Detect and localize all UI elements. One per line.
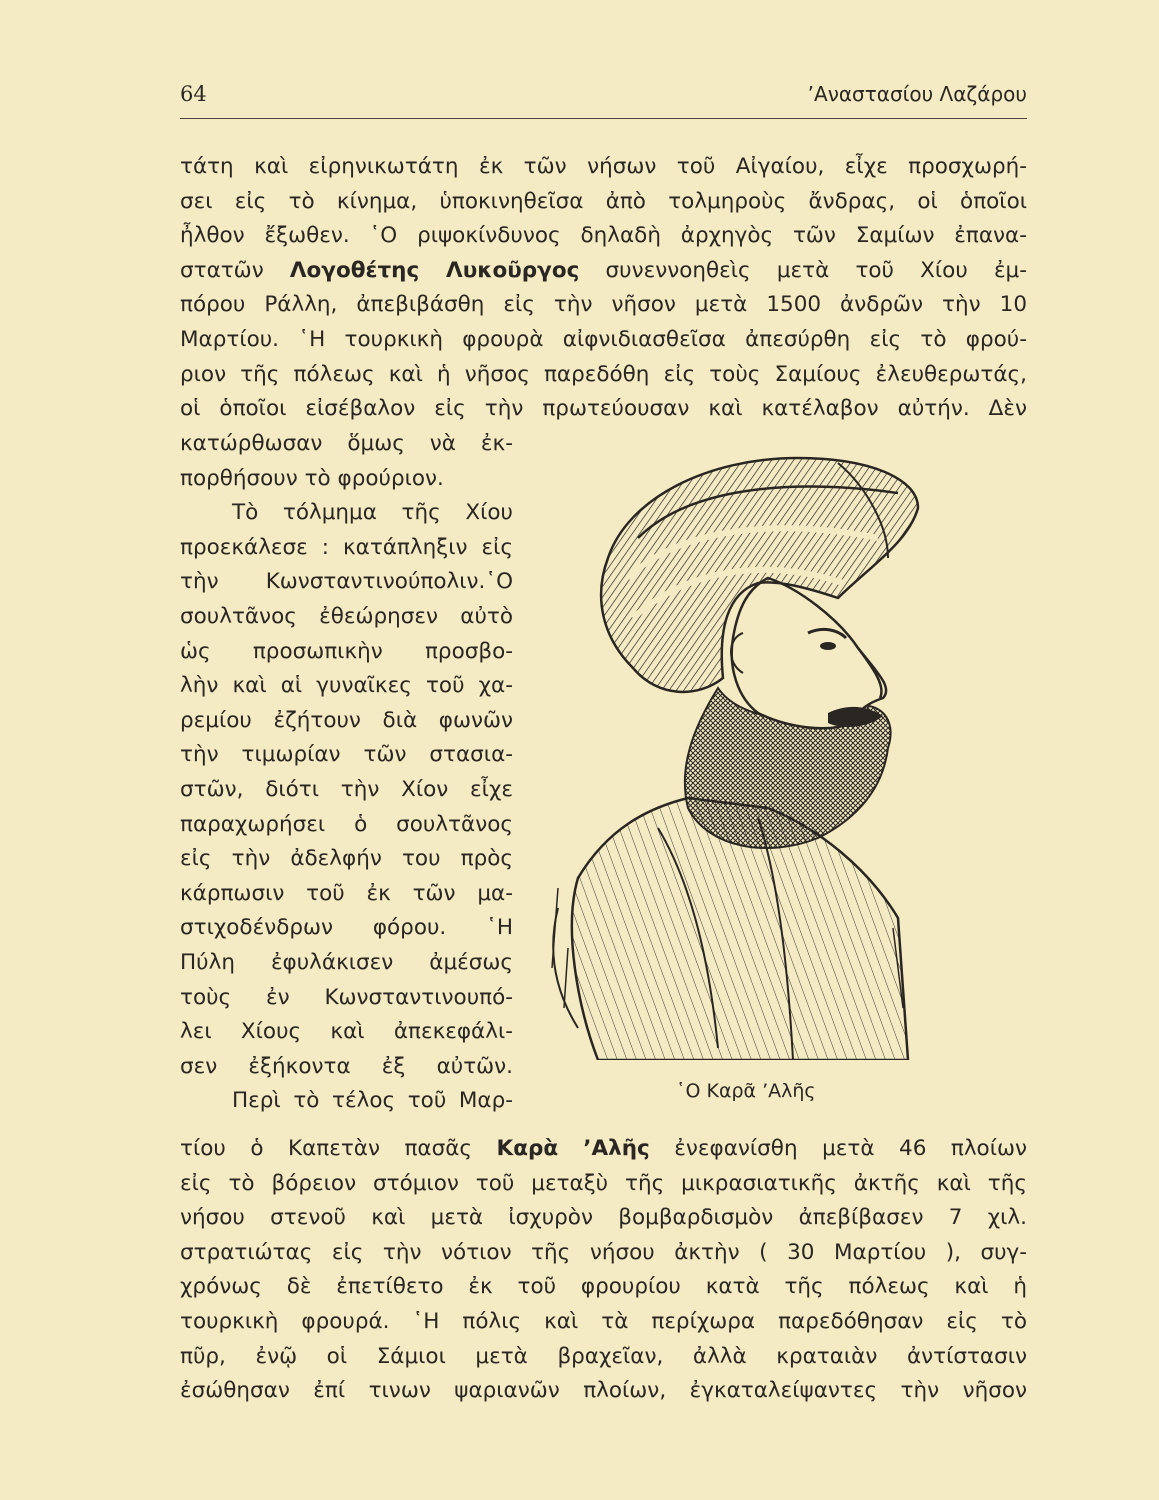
text-line: ἐσώθησαν ἐπί τινων ψαριανῶν πλοίων, ἐγκαταλείψαντες τὴν νῆσον xyxy=(180,1378,1027,1404)
text-line: Τὸ τόλμημα τῆς Χίου xyxy=(232,500,513,526)
page-number: 64 xyxy=(180,82,207,106)
text-line: τουρκικὴ φρουρά. ῾Η πόλις καὶ τὰ περίχωρα παρεδόθησαν εἰς τὸ xyxy=(180,1308,1027,1334)
paragraph-bottom xyxy=(180,1132,1027,1409)
text-line: πρoεκάλεσε : κατάπληξιν εἰς xyxy=(180,534,513,560)
text-line: στῶν, διότι τὴν Χίον εἶχε xyxy=(180,776,513,802)
text-line: λει Χίους καὶ ἀπεκεφάλι- xyxy=(180,1019,513,1045)
text-line: Πύλη ἐφυλάκισεν ἀμέσως xyxy=(180,949,513,975)
text-line: σουλτᾶνος ἐθεώρησεν αὐτὸ xyxy=(180,603,513,629)
text-line: ὡς προσωπικὴν προσβο- xyxy=(180,638,513,664)
text-fragment: ἐνεφανίσθη μετὰ 46 πλοίων xyxy=(649,1136,1028,1161)
paragraph-top xyxy=(180,150,1027,427)
text-line: ἦλθον ἔξωθεν. ῾Ο ριψοκίνδυνος δηλαδὴ ἀρχηγὸς τῶν Σαμίων ἐπανα- xyxy=(180,223,1027,249)
text-line: τὴν τιμωρίαν τῶν στασια- xyxy=(180,742,513,768)
figure-caption: ῾Ο Καρᾶ ’Αλῆς xyxy=(676,1080,816,1102)
text-line xyxy=(180,254,1027,289)
text-fragment: συνεννοηθεὶς μετὰ τοῦ Χίου ἐμ- xyxy=(579,257,1027,283)
text-line: χρόνως δὲ ἐπετίθετο ἐκ τοῦ φρουρίου κατὰ τῆς πόλεως καὶ ἡ xyxy=(180,1274,1027,1300)
header-rule xyxy=(180,118,1027,119)
text-line: τὴν Κωνσταντινούπολιν.῾Ο xyxy=(180,569,513,595)
text-line: Περὶ τὸ τέλος τοῦ Μαρ- xyxy=(232,1088,513,1114)
running-head: ’Αναστασίου Λαζάρου xyxy=(807,82,1027,106)
text-line: ριον τῆς πόλεως καὶ ἡ νῆσος παρεδόθη εἰς τοὺς Σαμίους ἐλευθερωτάς, xyxy=(180,361,1027,387)
text-line: παραχωρήσει ὁ σουλτᾶνος xyxy=(180,811,513,837)
text-line: πῦρ, ἐνῷ οἱ Σάμιοι μετὰ βραχεῖαν, ἀλλὰ κραταιὰν ἀντίστασιν xyxy=(180,1343,1027,1369)
text-line: πόρου Ράλλη, ἀπεβιβάσθη εἰς τὴν νῆσον μετὰ 1500 ἀνδρῶν τὴν 10 xyxy=(180,292,1027,318)
text-line: τάτη καὶ εἰρηνικωτάτη ἐκ τῶν νήσων τοῦ Αἰγαίου, εἶχε προσχωρή- xyxy=(180,154,1027,179)
text-line: πορθήσουν τὸ φρούριον. xyxy=(180,465,444,491)
portrait-illustration xyxy=(538,448,932,1060)
text-fragment: τίου ὁ Καπετὰν πασᾶς xyxy=(180,1136,497,1161)
bold-name: Καρὰ ’Αλῆς xyxy=(496,1136,650,1161)
text-line: εἰς τὴν ἀδελφήν του πρὸς xyxy=(180,846,513,872)
text-line: σει εἰς τὸ κίνημα, ὑποκινηθεῖσα ἀπὸ τολμηροὺς ἄνδρας, οἱ ὁποῖοι xyxy=(180,188,1027,214)
text-line: εἰς τὸ βόρειον στόμιον τοῦ μεταξὺ τῆς μικρασιατικῆς ἀκτῆς καὶ τῆς xyxy=(180,1170,1027,1196)
text-line: λὴν καὶ αἱ γυναῖκες τοῦ χα- xyxy=(180,673,513,699)
text-line: τοὺς ἐν Κωνσταντινουπό- xyxy=(180,984,513,1010)
text-line: νήσου στενοῦ καὶ μετὰ ἰσχυρὸν βομβαρδισμὸν ἀπεβίβασεν 7 χιλ. xyxy=(180,1205,1027,1231)
text-line: Μαρτίου. ῾Η τουρκικὴ φρουρὰ αἰφνιδιασθεῖσα ἀπεσύρθη εἰς τὸ φρού- xyxy=(180,326,1027,352)
text-line: σεν ἐξήκοντα ἐξ αὐτῶν. xyxy=(180,1053,513,1079)
text-line: κατώρθωσαν ὅμως νὰ ἐκ- xyxy=(180,431,513,456)
bold-name: Λογοθέτης Λυκοῦργος xyxy=(289,257,580,283)
text-line: στιχοδένδρων φόρου. ῾Η xyxy=(180,915,513,941)
text-fragment: στατῶν xyxy=(180,257,290,283)
text-line xyxy=(180,1132,1027,1167)
text-line: κάρπωσιν τοῦ ἐκ τῶν μα- xyxy=(180,880,513,906)
text-line: ρεμίου ἐζήτουν διὰ φωνῶν xyxy=(180,707,513,733)
page-header xyxy=(180,82,1027,112)
paragraph-left-column xyxy=(180,427,513,1119)
text-line: οἱ ὁποῖοι εἰσέβαλον εἰς τὴν πρωτεύουσαν καὶ κατέλαβον αὐτήν. Δὲν xyxy=(180,396,1027,422)
text-line: στρατιώτας εἰς τὴν νότιον τῆς νήσου ἀκτὴν ( 30 Μαρτίου ), συγ- xyxy=(180,1239,1027,1265)
